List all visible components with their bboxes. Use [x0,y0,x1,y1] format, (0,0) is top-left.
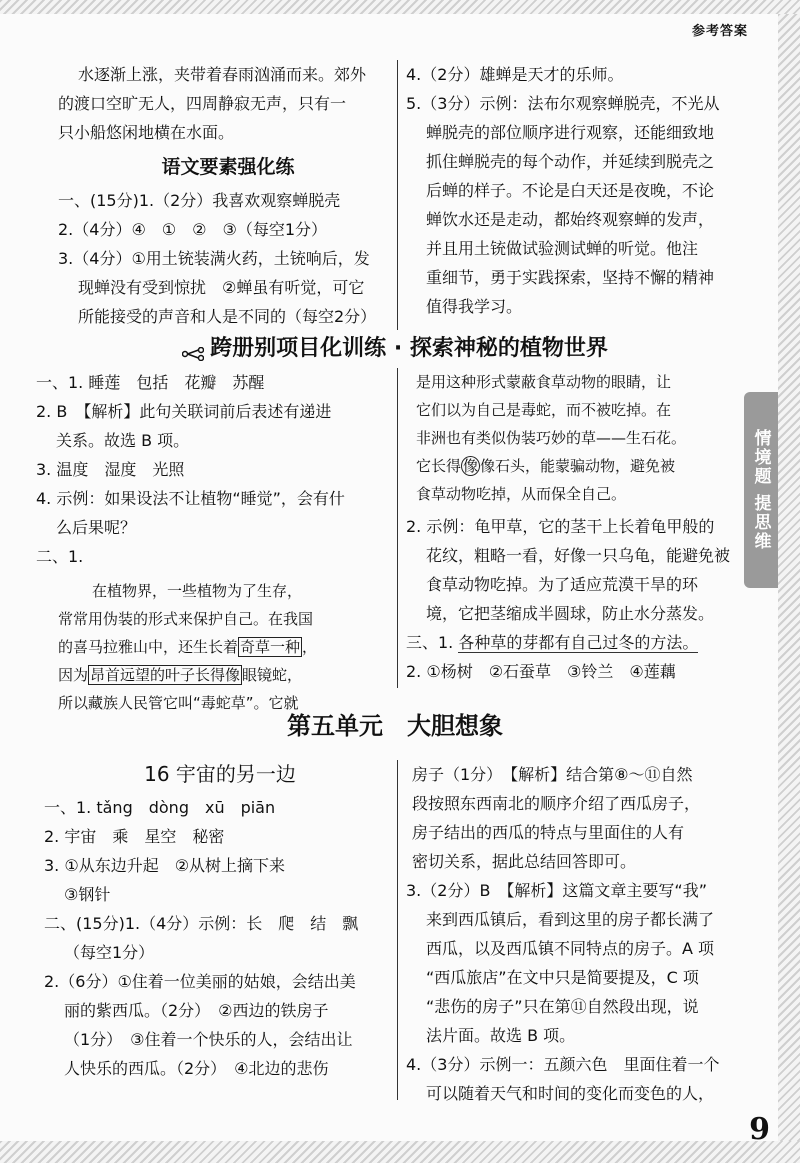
handwritten-line: 非洲也有类似伪装巧妙的草——生石花。 [416,429,687,447]
answer-line: 4.（3分）示例一：五颜六色 里面住着一个 [406,1055,720,1074]
project-band-title: 跨册别项目化训练 · 探索神秘的植物世界 [210,336,608,361]
answer-line: 关系。故选 B 项。 [56,431,190,450]
answer-line: 抓住蝉脱壳的每个动作，并延续到脱壳之 [426,152,715,171]
top-hatch-border [0,0,800,14]
text-line: 的渡口空旷无人，四周静寂无声，只有一 [58,94,347,113]
column-divider [397,760,398,1100]
handwritten-passage [36,577,396,717]
right-hatch-border [778,14,800,1144]
unit-title: 第五单元 大胆想象 [287,712,503,740]
answer-line: 食草动物吃掉。为了适应荒漠干旱的环 [426,575,699,594]
answer-line: “悲伤的房子”只在第⑪自然段出现，说 [426,997,699,1016]
mid-right-column [406,368,736,686]
handwritten-line: 是用这种形式蒙蔽食草动物的眼睛，让 [416,373,672,391]
answer-line: 来到西瓜镇后，看到这里的房子都长满了 [426,910,715,929]
column-divider [397,368,398,688]
answer-line: （1分） ③住着一个快乐的人，会结出让 [64,1030,353,1049]
answer-line: 西瓜，以及西瓜镇不同特点的房子。A 项 [426,939,715,958]
lesson-title: 16 宇宙的另一边 [144,762,296,786]
answer-line: “西瓜旅店”在文中只是简要提及，C 项 [426,968,699,987]
answer-line: 2. 宇宙 乘 星空 秘密 [44,827,225,846]
handwritten-line: 在植物界，一些植物为了生存， [92,582,303,600]
answer-line: 3. 温度 湿度 光照 [36,460,185,479]
answer-line: 人快乐的西瓜。（2分） ④北边的悲伤 [64,1059,329,1078]
answer-line: 境，它把茎缩成半圆球，防止水分蒸发。 [426,604,715,623]
answer-line: 么后果呢？ [56,518,137,537]
handwritten-line: 它长得 像 像石头，能蒙骗动物，避免被 [416,457,676,475]
mid-left-column [36,368,396,717]
text-line: 只小船悠闲地横在水面。 [58,123,235,142]
answer-line: 一、1. 睡莲 包括 花瓣 苏醒 [36,373,265,392]
top-right-column [406,60,736,321]
section-title: 语文要素强化练 [161,156,295,178]
page-header: 参考答案 [691,24,748,39]
answer-line: 蝉脱壳的部位顺序进行观察，还能细致地 [426,123,715,142]
answer-line: 2. 示例：龟甲草，它的茎干上长着龟甲般的 [406,517,715,536]
answer-line: 2. ①杨树 ②石蚕草 ③铃兰 ④莲藕 [406,662,676,681]
answer-line: 丽的紫西瓜。（2分） ②西边的铁房子 [64,1001,329,1020]
handwritten-passage-continued [406,368,736,508]
boxed-phrase: 昂首远望的叶子长得像 [90,666,241,684]
answer-line: 后蝉的样子。不论是白天还是夜晚，不论 [426,181,715,200]
handwritten-line: 所以藏族人民管它叫“毒蛇草”。它就 [58,694,299,712]
answer-line: 2. B 【解析】此句关联词前后表述有递进 [36,402,332,421]
column-divider [397,60,398,330]
answer-line: 段按照东西南北的顺序介绍了西瓜房子， [412,794,701,813]
answer-line: 二、1. [36,547,84,566]
answer-line: 三、1. 各种草的芽都有自己过冬的方法。 [406,633,699,652]
answer-line: 3.（2分）B 【解析】这篇文章主要写“我” [406,881,708,900]
answer-line: 现蝉没有受到惊扰 ②蝉虽有听觉，可它 [78,278,365,297]
answer-line: 密切关系，据此总结回答即可。 [412,852,637,871]
handwritten-line: 食草动物吃掉，从而保全自己。 [416,485,627,503]
answer-line: 并且用土铳做试验测试蝉的听觉。他注 [426,239,699,258]
project-band [30,331,760,362]
answer-line: 所能接受的声音和人是不同的（每空2分） [78,307,377,326]
answer-line: 3.（4分）①用土铳装满火药，土铳响后，发 [58,249,370,268]
answer-line: 可以随着天气和时间的变化而变色的人， [426,1084,715,1103]
handwritten-line: 的喜马拉雅山中，还生长着 奇草一种 ， [58,638,318,656]
answer-line: 4. 示例：如果设法不让植物“睡觉”，会有什 [36,489,345,508]
answer-line: 2.（6分）①住着一位美丽的姑娘，会结出美 [44,972,356,991]
page-number: 9 [749,1112,770,1147]
top-left-column [58,60,398,331]
bottom-hatch-border [0,1141,800,1163]
answer-line: 法片面。故选 B 项。 [426,1026,576,1045]
underlined-answer: 各种草的芽都有自己过冬的方法。 [458,633,699,652]
bottom-left-column [44,760,396,1083]
answer-line: ③钢针 [64,885,111,904]
handwritten-line: 它们以为自己是毒蛇，而不被吃掉。在 [416,401,672,419]
answer-line: 蝉饮水还是走动，都始终观察蝉的发声， [426,210,715,229]
answer-line: 花纹，粗略一看，好像一只乌龟，能避免被 [426,546,731,565]
boxed-phrase: 奇草一种 [240,638,301,656]
answer-line: （每空1分） [64,943,155,962]
answer-line: 一、1. tǎng dòng xū piān [44,798,276,817]
answer-line: 一、(15分)1.（2分）我喜欢观察蝉脱壳 [58,191,341,210]
answer-line: 3. ①从东边升起 ②从树上摘下来 [44,856,286,875]
answer-line: 4.（2分）雄蝉是天才的乐师。 [406,65,624,84]
answer-line: 5.（3分）示例：法布尔观察蝉脱壳，不光从 [406,94,720,113]
answer-line: 2.（4分）④ ① ② ③（每空1分） [58,220,328,239]
answer-line: 房子结出的西瓜的特点与里面住的人有 [412,823,685,842]
answer-line: 二、(15分)1.（4分）示例：长 爬 结 飘 [44,914,359,933]
answer-line: 重细节，勇于实践探索，坚持不懈的精神 [426,268,715,287]
bottom-right-column [406,760,746,1108]
side-tab [744,392,778,588]
text-line: 水逐渐上涨，夹带着春雨汹涌而来。郊外 [78,65,367,84]
answer-line: 房子（1分） 【解析】结合第⑧～⑪自然 [412,765,693,784]
side-tab-label: 情境题 提思维 [750,429,771,551]
circled-char: 像 [463,457,479,475]
handwritten-line: 因为 昂首远望的叶子长得像 眼镜蛇， [58,666,303,684]
answer-line: 值得我学习。 [426,297,523,316]
handwritten-line: 常常用伪装的形式来保护自己。在我国 [58,610,314,628]
connector-icon [182,342,204,356]
